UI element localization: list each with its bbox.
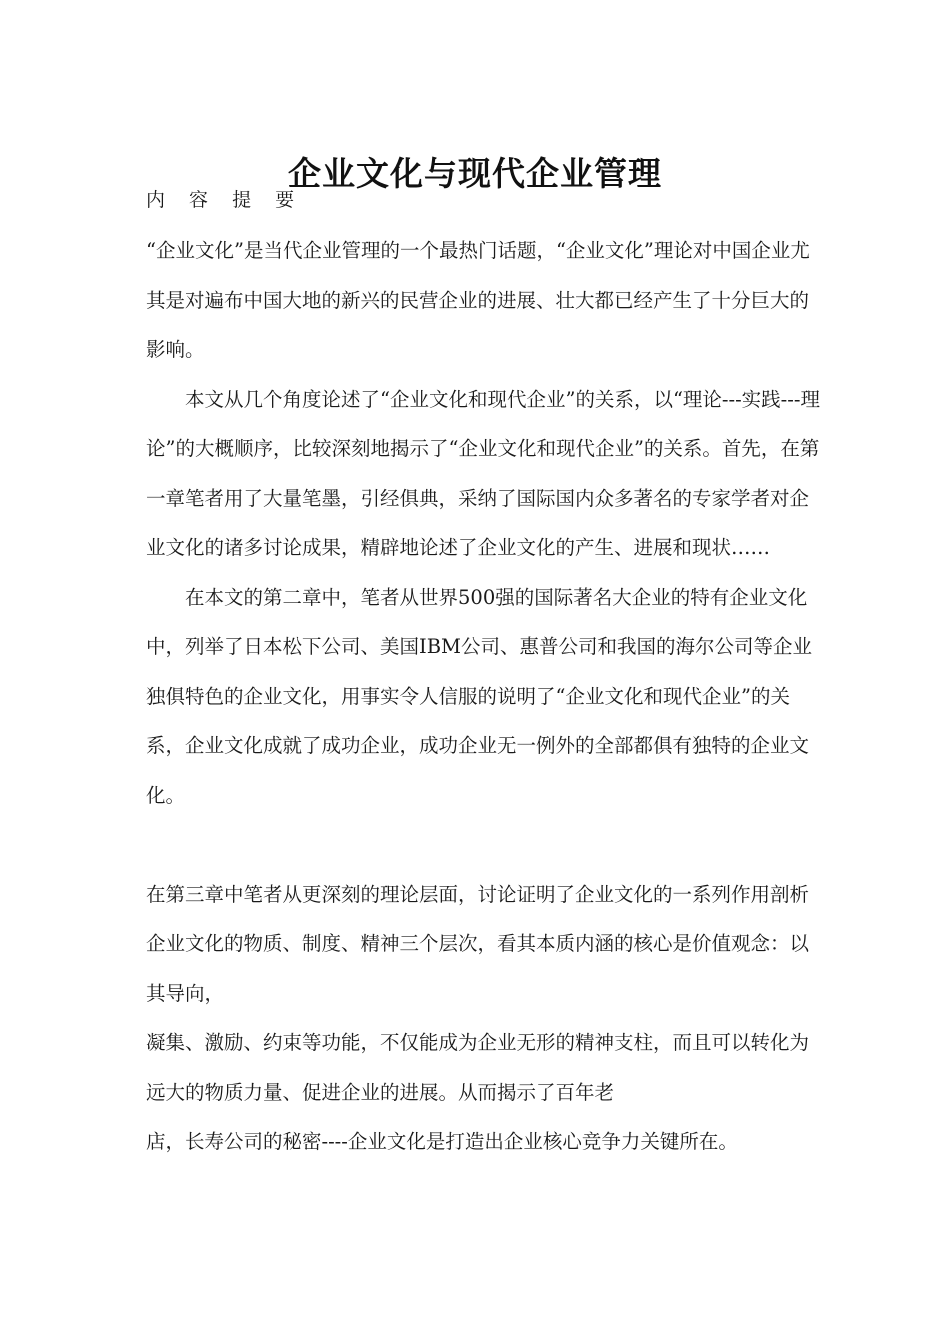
paragraph-4: 在第三章中笔者从更深刻的理论层面，讨论证明了企业文化的一系列作用剖析企业文化的物质、制度、精神三个层次，看其本质内涵的核心是价值观念：以其导向， (146, 882, 810, 1005)
paragraph-5-part-2: 店，长寿公司的秘密----企业文化是打造出企业核心竞争力关键所在。 (146, 1130, 738, 1153)
abstract-label: 内 容 提 要 (146, 189, 304, 211)
paragraph-1: “企业文化”是当代企业管理的一个最热门话题，“企业文化”理论对中国企业尤其是对遍布中国大地的新兴的民营企业的进展、壮大都已经产生了十分巨大的影响。 (146, 239, 810, 361)
paragraph-5 (146, 1018, 826, 1167)
paragraph-3: 在本文的第二章中，笔者从世界500强的国际著名大企业的特有企业文化中，列举了日本松下公司、美国IBM公司、惠普公司和我国的海尔公司等企业独俱特色的企业文化，用事实令人信服的说明了“企业文化和现代企业”的关系，企业文化成就了成功企业，成功企业无一例外的全部都俱有独特的企业文化。 (146, 585, 812, 807)
blank-line (146, 820, 826, 870)
paragraph-5-part-1: 凝集、激励、约束等功能，不仅能成为企业无形的精神支柱，而且可以转化为远大的物质力量、促进企业的进展。从而揭示了百年老 (146, 1031, 810, 1104)
abstract-body (146, 226, 826, 1167)
paragraph-2: 本文从几个角度论述了“企业文化和现代企业”的关系，以“理论---实践---理论”的大概顺序，比较深刻地揭示了“企业文化和现代企业”的关系。首先，在第一章笔者用了大量笔墨，引经俱典，采纳了国际国内众多著名的专家学者对企业文化的诸多讨论成果，精辟地论述了企业文化的产生、进展和现状…… (146, 387, 820, 559)
document-title: 企业文化与现代企业管理 (288, 154, 662, 194)
